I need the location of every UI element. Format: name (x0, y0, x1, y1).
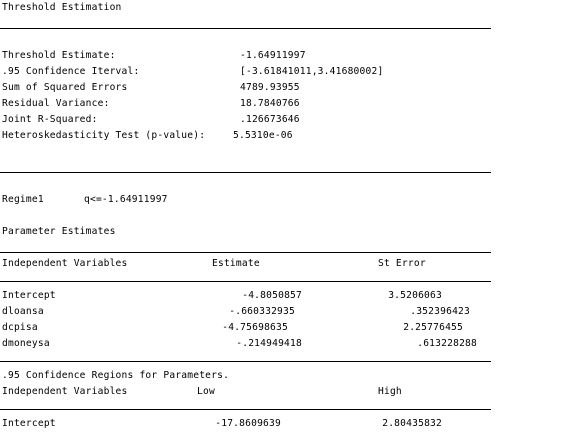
row-high: 2.80435832 (382, 418, 442, 429)
row-stderr: .352396423 (410, 306, 470, 317)
row-estimate: -4.8050857 (242, 290, 302, 301)
regime-condition: q<=-1.64911997 (84, 194, 168, 205)
row-estimate: -.214949418 (236, 338, 302, 349)
row-low: -17.8609639 (215, 418, 281, 429)
column-header: Estimate (212, 258, 260, 269)
row-variable: dloansa (2, 306, 44, 317)
output-title: Threshold Estimation (2, 2, 122, 13)
column-header: St Error (378, 258, 426, 269)
stat-label: Joint R-Squared: (2, 114, 98, 125)
row-variable: Intercept (2, 290, 56, 301)
stat-value: .126673646 (240, 114, 300, 125)
row-variable: dmoneysa (2, 338, 50, 349)
column-header: Independent Variables (2, 258, 128, 269)
rule-ci-header-bottom (0, 409, 491, 410)
rule-param-header-bottom (0, 281, 491, 282)
rule-regime (0, 172, 491, 173)
confidence-regions-heading: .95 Confidence Regions for Parameters. (2, 370, 230, 381)
row-stderr: .613228288 (417, 338, 477, 349)
stat-label: Sum of Squared Errors (2, 82, 128, 93)
stat-label: Threshold Estimate: (2, 50, 116, 61)
stat-value: 4789.93955 (240, 82, 300, 93)
regime-name: Regime1 (2, 194, 44, 205)
row-variable: Intercept (2, 418, 56, 429)
rule-confidence (0, 361, 491, 362)
column-header: Low (197, 386, 215, 397)
stat-value: 18.7840766 (240, 98, 300, 109)
row-variable: dcpisa (2, 322, 38, 333)
row-estimate: -4.75698635 (222, 322, 288, 333)
row-stderr: 3.5206063 (388, 290, 442, 301)
stat-value: 5.5310e-06 (233, 130, 293, 141)
stat-label: Heteroskedasticity Test (p-value): (2, 130, 206, 141)
column-header: Independent Variables (2, 386, 128, 397)
column-header: High (378, 386, 402, 397)
rule-param-header-top (0, 252, 491, 253)
row-estimate: -.660332935 (229, 306, 295, 317)
stat-value: [-3.61841011,3.41680002] (240, 66, 384, 77)
rule-top (0, 28, 491, 29)
stat-label: .95 Confidence Iterval: (2, 66, 140, 77)
stat-value: -1.64911997 (240, 50, 306, 61)
stat-label: Residual Variance: (2, 98, 110, 109)
row-stderr: 2.25776455 (403, 322, 463, 333)
parameter-estimates-heading: Parameter Estimates (2, 226, 116, 237)
